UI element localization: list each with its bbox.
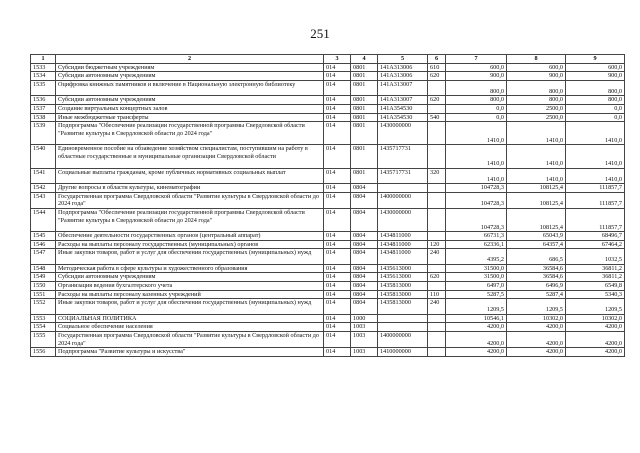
row-number: 1536 [31,96,56,105]
header-cell: 5 [378,55,428,64]
row-name: Подпрограмма "Обеспечение реализации государственной программы Свердловской области "Развитие культуры в Свердловской области до 2024 года" [56,122,324,145]
row-expense-type: 110 [428,290,446,299]
row-admin-code: 014 [324,348,351,357]
row-value-1: 66731,3 [446,232,507,241]
row-section-code: 0804 [351,264,378,273]
row-expense-type: 610 [428,63,446,72]
table-row [31,96,625,105]
row-number: 1549 [31,273,56,282]
header-cell: 1 [31,55,56,64]
row-expense-type [428,104,446,113]
row-admin-code: 014 [324,104,351,113]
row-number: 1548 [31,264,56,273]
row-value-2: 65043,9 [507,232,566,241]
row-target-code: 141А313007 [378,96,428,105]
header-cell: 3 [324,55,351,64]
header-cell: 2 [56,55,324,64]
row-target-code: 1400000000 [378,332,428,348]
row-number: 1556 [31,348,56,357]
row-value-1: 1209,5 [446,299,507,315]
row-admin-code: 014 [324,192,351,208]
table-row [31,314,625,323]
row-admin-code: 014 [324,290,351,299]
row-admin-code: 014 [324,184,351,193]
row-section-code: 0804 [351,208,378,231]
row-expense-type [428,122,446,145]
row-expense-type [428,323,446,332]
header-cell: 9 [566,55,625,64]
row-admin-code: 014 [324,323,351,332]
row-value-3: 1032,5 [566,249,625,265]
row-name: Иные закупки товаров, работ и услуг для обеспечения государственных (муниципальных) нужд [56,299,324,315]
row-section-code: 0801 [351,104,378,113]
row-value-2: 36584,6 [507,264,566,273]
row-value-2: 800,0 [507,80,566,96]
row-admin-code: 014 [324,80,351,96]
row-value-2: 64357,4 [507,240,566,249]
row-value-2: 686,5 [507,249,566,265]
row-name: Единовременное пособие на обзаведение хозяйством специалистам, поступившим на работу в областные государственные и муниципальные организации Свердловской области [56,145,324,168]
row-number: 1550 [31,282,56,291]
row-value-1: 1410,0 [446,145,507,168]
row-number: 1553 [31,314,56,323]
row-value-2: 108125,4 [507,192,566,208]
row-value-1: 31500,0 [446,264,507,273]
row-value-1: 62336,1 [446,240,507,249]
row-value-1: 4200,0 [446,323,507,332]
row-target-code: 1435717731 [378,168,428,184]
row-section-code: 0801 [351,72,378,81]
row-value-1: 4200,0 [446,348,507,357]
row-value-1: 104728,3 [446,184,507,193]
row-section-code: 0801 [351,168,378,184]
row-target-code: 1434811000 [378,240,428,249]
row-value-1: 0,0 [446,113,507,122]
row-value-3: 600,0 [566,63,625,72]
row-expense-type [428,332,446,348]
row-admin-code: 014 [324,145,351,168]
row-number: 1547 [31,249,56,265]
row-admin-code: 014 [324,273,351,282]
row-value-2: 600,0 [507,63,566,72]
row-value-2: 4200,0 [507,332,566,348]
row-name: Методическая работа в сфере культуры и художественного образования [56,264,324,273]
row-value-3: 67464,2 [566,240,625,249]
row-value-2: 1410,0 [507,122,566,145]
row-value-2: 5287,4 [507,290,566,299]
row-expense-type [428,264,446,273]
row-value-2: 1410,0 [507,168,566,184]
row-number: 1539 [31,122,56,145]
row-value-3: 111857,7 [566,208,625,231]
row-number: 1540 [31,145,56,168]
table-row [31,323,625,332]
row-value-1: 4200,0 [446,332,507,348]
row-value-1: 800,0 [446,96,507,105]
row-section-code: 0804 [351,192,378,208]
header-cell: 6 [428,55,446,64]
row-number: 1542 [31,184,56,193]
row-value-2: 108125,4 [507,208,566,231]
header-cell: 8 [507,55,566,64]
row-section-code: 0804 [351,299,378,315]
row-target-code: 141А354530 [378,104,428,113]
row-section-code: 0801 [351,80,378,96]
row-section-code: 1003 [351,323,378,332]
table-row [31,299,625,315]
table-row [31,264,625,273]
row-admin-code: 014 [324,314,351,323]
row-expense-type [428,80,446,96]
row-value-2: 6496,9 [507,282,566,291]
row-value-1: 800,0 [446,80,507,96]
table-row [31,184,625,193]
row-section-code: 0804 [351,249,378,265]
row-number: 1534 [31,72,56,81]
row-name: Подпрограмма "Развитие культуры и искусства" [56,348,324,357]
row-target-code: 1430000000 [378,208,428,231]
table-row [31,332,625,348]
row-name: Государственная программа Свердловской области "Развитие культуры в Свердловской области до 2024 года" [56,192,324,208]
row-number: 1546 [31,240,56,249]
row-target-code: 1435813000 [378,299,428,315]
row-value-1: 6497,0 [446,282,507,291]
row-value-3: 5340,3 [566,290,625,299]
row-value-1: 10546,1 [446,314,507,323]
row-value-3: 68496,7 [566,232,625,241]
row-expense-type: 540 [428,113,446,122]
row-name: Субсидии автономным учреждениям [56,72,324,81]
row-section-code: 1003 [351,348,378,357]
row-target-code [378,323,428,332]
row-admin-code: 014 [324,249,351,265]
row-target-code: 1435717731 [378,145,428,168]
table-row [31,192,625,208]
row-expense-type: 120 [428,240,446,249]
row-expense-type [428,232,446,241]
row-expense-type [428,348,446,357]
row-value-3: 800,0 [566,80,625,96]
table-row [31,290,625,299]
row-number: 1533 [31,63,56,72]
table-row [31,282,625,291]
row-expense-type: 620 [428,273,446,282]
row-admin-code: 014 [324,168,351,184]
row-section-code: 0804 [351,240,378,249]
row-value-1: 5287,5 [446,290,507,299]
row-admin-code: 014 [324,96,351,105]
row-admin-code: 014 [324,63,351,72]
row-target-code: 1435813000 [378,290,428,299]
row-expense-type [428,208,446,231]
row-expense-type: 240 [428,249,446,265]
row-target-code: 141А313006 [378,72,428,81]
table-row [31,63,625,72]
row-value-2: 36584,6 [507,273,566,282]
row-target-code [378,314,428,323]
row-name: Субсидии бюджетным учреждениям [56,63,324,72]
row-admin-code: 014 [324,264,351,273]
table-row [31,348,625,357]
row-target-code: 141А313006 [378,63,428,72]
row-target-code: 1430000000 [378,122,428,145]
row-number: 1555 [31,332,56,348]
row-value-3: 1410,0 [566,145,625,168]
row-value-3: 111857,7 [566,192,625,208]
table-row [31,240,625,249]
row-number: 1538 [31,113,56,122]
row-name: СОЦИАЛЬНАЯ ПОЛИТИКА [56,314,324,323]
row-value-1: 31500,0 [446,273,507,282]
row-expense-type: 240 [428,299,446,315]
row-admin-code: 014 [324,240,351,249]
row-target-code: 1434811000 [378,249,428,265]
row-admin-code: 014 [324,282,351,291]
row-target-code: 1435613000 [378,273,428,282]
row-name: Иные межбюджетные трансферты [56,113,324,122]
row-value-1: 4395,2 [446,249,507,265]
row-value-2: 108125,4 [507,184,566,193]
row-value-1: 900,0 [446,72,507,81]
table-row [31,122,625,145]
row-name: Подпрограмма "Обеспечение реализации государственной программы Свердловской области "Развитие культуры в Свердловской области до 2024 года" [56,208,324,231]
row-admin-code: 014 [324,72,351,81]
page-number: 251 [310,26,330,41]
row-section-code: 0801 [351,122,378,145]
row-name: Оцифровка книжных памятников и включение в Национальную электронную библиотеку [56,80,324,96]
row-value-1: 1410,0 [446,122,507,145]
header-cell: 7 [446,55,507,64]
row-section-code: 0804 [351,290,378,299]
row-value-3: 4200,0 [566,332,625,348]
row-name: Государственная программа Свердловской области "Развитие культуры в Свердловской области до 2024 года" [56,332,324,348]
row-number: 1537 [31,104,56,113]
row-expense-type: 620 [428,72,446,81]
row-value-1: 1410,0 [446,168,507,184]
row-value-2: 4200,0 [507,348,566,357]
table-row [31,113,625,122]
row-value-3: 111857,7 [566,184,625,193]
row-name: Социальные выплаты гражданам, кроме публичных нормативных социальных выплат [56,168,324,184]
table-row [31,145,625,168]
row-value-3: 10302,0 [566,314,625,323]
table-row [31,168,625,184]
row-section-code: 0801 [351,63,378,72]
row-admin-code: 014 [324,332,351,348]
row-target-code: 1400000000 [378,192,428,208]
row-section-code: 0804 [351,282,378,291]
row-value-1: 600,0 [446,63,507,72]
row-value-2: 2500,0 [507,113,566,122]
row-value-2: 1209,5 [507,299,566,315]
row-value-2: 4200,0 [507,323,566,332]
row-section-code: 0804 [351,273,378,282]
row-target-code: 141А354530 [378,113,428,122]
row-section-code: 1000 [351,314,378,323]
row-section-code: 0801 [351,113,378,122]
row-value-1: 104728,3 [446,192,507,208]
row-expense-type [428,145,446,168]
row-value-3: 36811,2 [566,264,625,273]
row-name: Создание виртуальных концертных залов [56,104,324,113]
table-row [31,232,625,241]
row-expense-type [428,314,446,323]
row-admin-code: 014 [324,299,351,315]
row-target-code: 1410000000 [378,348,428,357]
header-cell: 4 [351,55,378,64]
row-value-2: 900,0 [507,72,566,81]
row-number: 1541 [31,168,56,184]
budget-table [30,54,625,357]
row-expense-type: 320 [428,168,446,184]
row-admin-code: 014 [324,113,351,122]
row-value-3: 6549,8 [566,282,625,291]
row-number: 1535 [31,80,56,96]
table-row [31,104,625,113]
row-section-code: 0804 [351,232,378,241]
row-admin-code: 014 [324,232,351,241]
row-value-2: 1410,0 [507,145,566,168]
table-row [31,273,625,282]
row-number: 1552 [31,299,56,315]
row-value-3: 900,0 [566,72,625,81]
row-target-code: 1435813000 [378,282,428,291]
row-name: Расходы на выплаты персоналу государственных (муниципальных) органов [56,240,324,249]
row-value-2: 800,0 [507,96,566,105]
row-expense-type [428,282,446,291]
row-target-code [378,184,428,193]
row-value-3: 800,0 [566,96,625,105]
row-value-1: 0,0 [446,104,507,113]
row-value-3: 1209,5 [566,299,625,315]
row-value-1: 104728,3 [446,208,507,231]
row-value-3: 0,0 [566,113,625,122]
row-number: 1554 [31,323,56,332]
row-name: Субсидии автономным учреждениям [56,273,324,282]
row-section-code: 1003 [351,332,378,348]
table-row [31,249,625,265]
row-name: Расходы на выплаты персоналу казенных учреждений [56,290,324,299]
row-value-2: 2500,0 [507,104,566,113]
row-value-3: 1410,0 [566,122,625,145]
row-name: Обеспечение деятельности государственных органов (центральный аппарат) [56,232,324,241]
table-header-row [31,55,625,64]
row-admin-code: 014 [324,208,351,231]
row-target-code: 1434811000 [378,232,428,241]
row-name: Организация ведения бухгалтерского учета [56,282,324,291]
row-admin-code: 014 [324,122,351,145]
row-value-3: 4200,0 [566,348,625,357]
row-target-code: 141А313007 [378,80,428,96]
table-row [31,80,625,96]
row-expense-type: 620 [428,96,446,105]
row-expense-type [428,184,446,193]
table-row [31,208,625,231]
row-section-code: 0804 [351,184,378,193]
row-value-3: 4200,0 [566,323,625,332]
row-section-code: 0801 [351,145,378,168]
row-number: 1543 [31,192,56,208]
row-value-2: 10302,0 [507,314,566,323]
row-name: Другие вопросы в области культуры, кинематографии [56,184,324,193]
table-row [31,72,625,81]
row-section-code: 0801 [351,96,378,105]
row-target-code: 1435613000 [378,264,428,273]
row-value-3: 0,0 [566,104,625,113]
row-number: 1545 [31,232,56,241]
row-name: Иные закупки товаров, работ и услуг для обеспечения государственных (муниципальных) нужд [56,249,324,265]
row-value-3: 1410,0 [566,168,625,184]
row-value-3: 36811,2 [566,273,625,282]
row-number: 1551 [31,290,56,299]
row-name: Субсидии автономным учреждениям [56,96,324,105]
row-name: Социальное обеспечение населения [56,323,324,332]
row-number: 1544 [31,208,56,231]
row-expense-type [428,192,446,208]
